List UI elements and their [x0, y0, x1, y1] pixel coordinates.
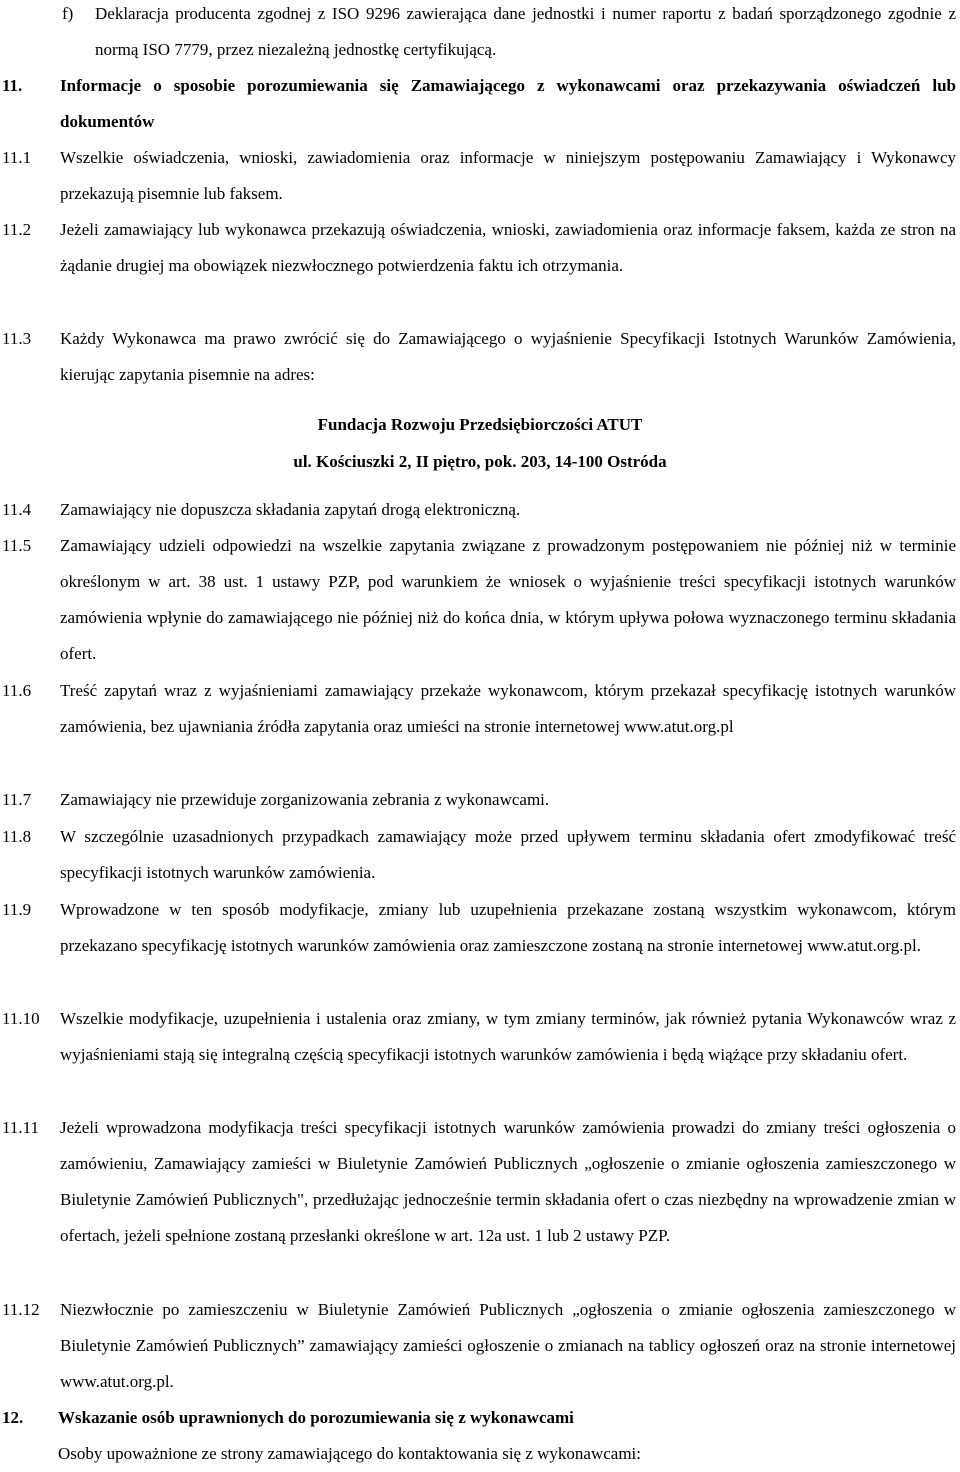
- item-text: Deklaracja producenta zgodnej z ISO 9296 zawierająca dane jednostki i numer raportu z badań sporządzonego zgodnie z normą ISO 7779, przez niezależną jednostkę certyfikującą.: [95, 4, 956, 59]
- paragraph-number: 11.7: [2, 790, 32, 809]
- paragraph-text: Zamawiający nie dopuszcza składania zapytań drogą elektroniczną.: [60, 500, 521, 519]
- address-street: ul. Kościuszki 2, II piętro, pok. 203, 14-100 Ostróda: [293, 452, 667, 471]
- paragraph-text: Każdy Wykonawca ma prawo zwrócić się do Zamawiającego o wyjaśnienie Specyfikacji Istotnych Warunków Zamówienia, kierując zapytania pisemnie na adres:: [60, 329, 956, 384]
- section-title: Wskazanie osób uprawnionych do porozumiewania się z wykonawcami: [58, 1408, 574, 1427]
- paragraph-text: Zamawiający udzieli odpowiedzi na wszelkie zapytania związane z prowadzonym postępowaniem nie później niż w terminie określonym w art. 38 ust. 1 ustawy PZP, pod warunkiem że wniosek o wyjaśnienie treści specyfikacji istotnych warunków zamówienia wpłynie do zamawiającego nie później niż do końca dnia, w którym upływa połowa wyznaczonego terminu składania ofert.: [60, 536, 956, 663]
- paragraph-text: Wszelkie modyfikacje, uzupełnienia i ustalenia oraz zmiany, w tym zmiany terminów, jak również pytania Wykonawców wraz z wyjaśnieniami stają się integralną częścią specyfikacji istotnych warunków zamówienia i będą wiążące przy składaniu ofert.: [60, 1009, 956, 1064]
- paragraph-text: Treść zapytań wraz z wyjaśnieniami zamawiający przekaże wykonawcom, którym przekazał specyfikację istotnych warunków zamówienia, bez ujawniania źródła zapytania oraz umieści na stronie internetowej www.atut.org.pl: [60, 681, 956, 736]
- paragraph-number: 11.1: [2, 148, 32, 167]
- paragraph-text: Jeżeli wprowadzona modyfikacja treści specyfikacji istotnych warunków zamówienia prowadzi do zmiany treści ogłoszenia o zamówieniu, Zamawiający zamieści w Biuletynie Zamówień Publicznych „ogłoszenie o zmianie ogłoszenia zamieszczonego w Biuletynie Zamówień Publicznych", przedłużając jednocześnie termin składania ofert o czas niezbędny na wprowadzenie zmian w ofertach, jeżeli spełnione zostaną przesłanki określone w art. 12a ust. 1 lub 2 ustawy PZP.: [60, 1118, 956, 1245]
- paragraph-number: 11.10: [2, 1009, 40, 1028]
- paragraph-number: 11.12: [2, 1300, 40, 1319]
- paragraph-number: 11.5: [2, 536, 32, 555]
- paragraph-text: Jeżeli zamawiający lub wykonawca przekazują oświadczenia, wnioski, zawiadomienia oraz informacje faksem, każda ze stron na żądanie drugiej ma obowiązek niezwłocznego potwierdzenia faktu ich otrzymania.: [60, 220, 956, 275]
- paragraph-text: Zamawiający nie przewiduje zorganizowania zebrania z wykonawcami.: [60, 790, 550, 809]
- paragraph-number: 11.6: [2, 681, 32, 700]
- item-number: f): [62, 4, 74, 23]
- paragraph-number: 11.8: [2, 827, 32, 846]
- paragraph-text: W szczególnie uzasadnionych przypadkach zamawiający może przed upływem terminu składania ofert zmodyfikować treść specyfikacji istotnych warunków zamówienia.: [60, 827, 956, 882]
- paragraph-number: 11.9: [2, 900, 32, 919]
- paragraph-text: Wszelkie oświadczenia, wnioski, zawiadomienia oraz informacje w niniejszym postępowaniu Zamawiający i Wykonawcy przekazują pisemnie lub faksem.: [60, 148, 956, 203]
- section-number: 12.: [2, 1408, 24, 1427]
- section-title: Informacje o sposobie porozumiewania się Zamawiającego z wykonawcami oraz przekazywania oświadczeń lub dokumentów: [60, 76, 956, 131]
- section-number: 11.: [2, 76, 23, 95]
- paragraph-text: Wprowadzone w ten sposób modyfikacje, zmiany lub uzupełnienia przekazane zostaną wszystkim wykonawcom, którym przekazano specyfikację istotnych warunków zamówienia oraz zamieszczone zostaną na stronie internetowej www.atut.org.pl.: [60, 900, 956, 955]
- address-name: Fundacja Rozwoju Przedsiębiorczości ATUT: [317, 415, 643, 434]
- paragraph-text: Niezwłocznie po zamieszczeniu w Biuletynie Zamówień Publicznych „ogłoszenia o zmianie ogłoszenia zamieszczonego w Biuletynie Zamówień Publicznych” zamawiający zamieści ogłoszenie o zmianach na tablicy ogłoszeń oraz na stronie internetowej www.atut.org.pl.: [60, 1300, 956, 1391]
- paragraph-number: 11.3: [2, 329, 32, 348]
- paragraph-number: 11.4: [2, 500, 32, 519]
- paragraph-text: Osoby upoważnione ze strony zamawiającego do kontaktowania się z wykonawcami:: [58, 1444, 642, 1463]
- paragraph-number: 11.2: [2, 220, 32, 239]
- paragraph-number: 11.11: [2, 1118, 39, 1137]
